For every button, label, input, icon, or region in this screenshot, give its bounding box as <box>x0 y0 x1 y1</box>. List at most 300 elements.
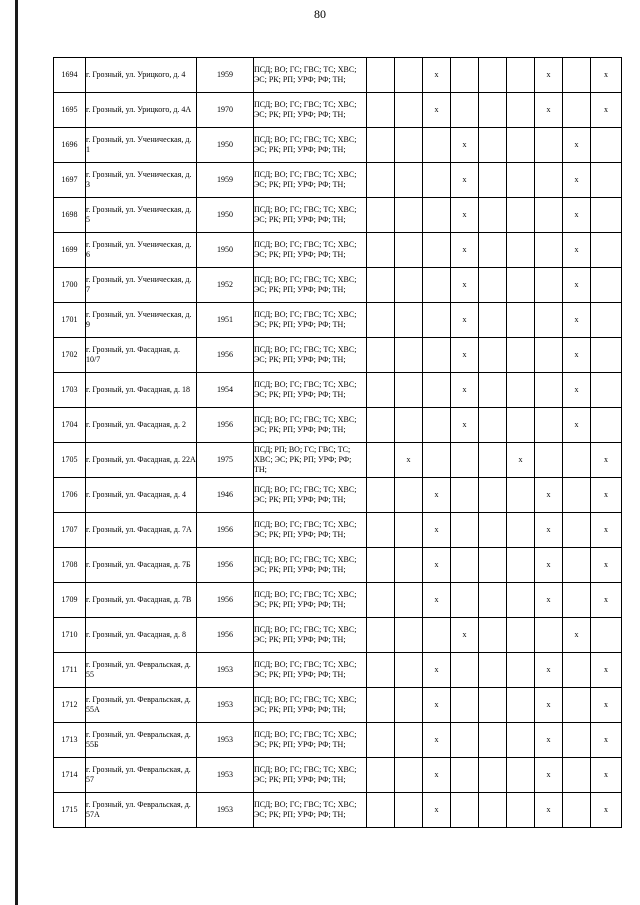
period-mark-cell <box>535 233 563 268</box>
period-mark-cell <box>479 653 507 688</box>
build-year-cell: 1954 <box>197 373 254 408</box>
period-mark-cell <box>423 618 451 653</box>
period-mark-cell <box>451 653 479 688</box>
table-row <box>54 793 622 828</box>
work-types-cell: ПСД; РП; ВО; ГС; ГВС; ТС; ХВС; ЭС; РК; РП; УРФ; РФ; ТН; <box>254 443 367 478</box>
table-row <box>54 443 622 478</box>
period-mark-cell: x <box>423 58 451 93</box>
address-cell: г. Грозный, ул. Ученическая, д. 3 <box>86 163 197 198</box>
period-mark-cell: x <box>451 163 479 198</box>
period-mark-cell <box>563 723 591 758</box>
period-mark-cell <box>423 268 451 303</box>
row-number-cell: 1700 <box>54 268 86 303</box>
period-mark-cell <box>535 443 563 478</box>
period-mark-cell <box>535 373 563 408</box>
period-mark-cell <box>395 233 423 268</box>
build-year-cell: 1975 <box>197 443 254 478</box>
row-number-cell: 1714 <box>54 758 86 793</box>
period-mark-cell <box>563 548 591 583</box>
period-mark-cell <box>563 513 591 548</box>
period-mark-cell: x <box>591 583 622 618</box>
period-mark-cell <box>479 198 507 233</box>
period-mark-cell: x <box>535 93 563 128</box>
build-year-cell: 1956 <box>197 618 254 653</box>
row-number-cell: 1712 <box>54 688 86 723</box>
period-mark-cell <box>367 163 395 198</box>
period-mark-cell <box>451 723 479 758</box>
period-mark-cell: x <box>591 478 622 513</box>
row-number-cell: 1702 <box>54 338 86 373</box>
period-mark-cell <box>395 478 423 513</box>
period-mark-cell <box>507 688 535 723</box>
period-mark-cell <box>451 793 479 828</box>
period-mark-cell: x <box>563 408 591 443</box>
period-mark-cell <box>563 58 591 93</box>
period-mark-cell <box>367 758 395 793</box>
period-mark-cell: x <box>451 233 479 268</box>
period-mark-cell <box>367 478 395 513</box>
address-cell: г. Грозный, ул. Фасадная, д. 7А <box>86 513 197 548</box>
build-year-cell: 1956 <box>197 513 254 548</box>
row-number-cell: 1709 <box>54 583 86 618</box>
row-number-cell: 1706 <box>54 478 86 513</box>
housing-registry-table <box>53 57 622 828</box>
period-mark-cell <box>479 268 507 303</box>
period-mark-cell <box>395 793 423 828</box>
row-number-cell: 1701 <box>54 303 86 338</box>
row-number-cell: 1696 <box>54 128 86 163</box>
period-mark-cell <box>451 583 479 618</box>
period-mark-cell <box>367 723 395 758</box>
period-mark-cell: x <box>423 478 451 513</box>
period-mark-cell <box>591 303 622 338</box>
table-body <box>54 58 622 828</box>
build-year-cell: 1970 <box>197 93 254 128</box>
address-cell: г. Грозный, ул. Фасадная, д. 7Б <box>86 548 197 583</box>
period-mark-cell <box>479 93 507 128</box>
table-row <box>54 618 622 653</box>
period-mark-cell <box>395 653 423 688</box>
row-number-cell: 1699 <box>54 233 86 268</box>
work-types-cell: ПСД; ВО; ГС; ГВС; ТС; ХВС; ЭС; РК; РП; УРФ; РФ; ТН; <box>254 723 367 758</box>
address-cell: г. Грозный, ул. Февральская, д. 55А <box>86 688 197 723</box>
period-mark-cell <box>423 373 451 408</box>
period-mark-cell <box>507 478 535 513</box>
period-mark-cell: x <box>423 653 451 688</box>
work-types-cell: ПСД; ВО; ГС; ГВС; ТС; ХВС; ЭС; РК; РП; УРФ; РФ; ТН; <box>254 303 367 338</box>
period-mark-cell <box>367 198 395 233</box>
period-mark-cell <box>479 338 507 373</box>
table-row <box>54 513 622 548</box>
period-mark-cell: x <box>591 793 622 828</box>
period-mark-cell <box>507 268 535 303</box>
period-mark-cell <box>367 58 395 93</box>
period-mark-cell: x <box>423 793 451 828</box>
work-types-cell: ПСД; ВО; ГС; ГВС; ТС; ХВС; ЭС; РК; РП; УРФ; РФ; ТН; <box>254 58 367 93</box>
period-mark-cell <box>395 128 423 163</box>
row-number-cell: 1715 <box>54 793 86 828</box>
table-row <box>54 653 622 688</box>
address-cell: г. Грозный, ул. Ученическая, д. 1 <box>86 128 197 163</box>
period-mark-cell: x <box>563 163 591 198</box>
build-year-cell: 1953 <box>197 723 254 758</box>
period-mark-cell: x <box>563 373 591 408</box>
period-mark-cell <box>395 198 423 233</box>
period-mark-cell <box>563 653 591 688</box>
period-mark-cell: x <box>591 723 622 758</box>
period-mark-cell <box>395 583 423 618</box>
period-mark-cell: x <box>451 128 479 163</box>
table-row <box>54 548 622 583</box>
period-mark-cell <box>367 93 395 128</box>
address-cell: г. Грозный, ул. Ученическая, д. 5 <box>86 198 197 233</box>
build-year-cell: 1952 <box>197 268 254 303</box>
period-mark-cell: x <box>451 338 479 373</box>
build-year-cell: 1959 <box>197 58 254 93</box>
period-mark-cell <box>479 233 507 268</box>
build-year-cell: 1959 <box>197 163 254 198</box>
build-year-cell: 1956 <box>197 408 254 443</box>
period-mark-cell <box>451 58 479 93</box>
period-mark-cell <box>479 373 507 408</box>
period-mark-cell <box>479 723 507 758</box>
period-mark-cell <box>507 793 535 828</box>
row-number-cell: 1705 <box>54 443 86 478</box>
table-row <box>54 93 622 128</box>
period-mark-cell <box>395 338 423 373</box>
period-mark-cell: x <box>423 513 451 548</box>
period-mark-cell: x <box>535 548 563 583</box>
period-mark-cell: x <box>535 688 563 723</box>
period-mark-cell <box>507 653 535 688</box>
work-types-cell: ПСД; ВО; ГС; ГВС; ТС; ХВС; ЭС; РК; РП; УРФ; РФ; ТН; <box>254 548 367 583</box>
period-mark-cell: x <box>535 723 563 758</box>
period-mark-cell: x <box>451 618 479 653</box>
period-mark-cell <box>451 443 479 478</box>
work-types-cell: ПСД; ВО; ГС; ГВС; ТС; ХВС; ЭС; РК; РП; УРФ; РФ; ТН; <box>254 373 367 408</box>
period-mark-cell <box>395 723 423 758</box>
period-mark-cell <box>479 163 507 198</box>
period-mark-cell: x <box>451 373 479 408</box>
period-mark-cell: x <box>591 653 622 688</box>
period-mark-cell: x <box>535 793 563 828</box>
period-mark-cell <box>535 618 563 653</box>
work-types-cell: ПСД; ВО; ГС; ГВС; ТС; ХВС; ЭС; РК; РП; УРФ; РФ; ТН; <box>254 338 367 373</box>
period-mark-cell <box>367 268 395 303</box>
period-mark-cell <box>507 233 535 268</box>
period-mark-cell <box>507 58 535 93</box>
period-mark-cell: x <box>535 58 563 93</box>
row-number-cell: 1694 <box>54 58 86 93</box>
period-mark-cell <box>591 408 622 443</box>
period-mark-cell <box>479 758 507 793</box>
period-mark-cell <box>535 338 563 373</box>
period-mark-cell: x <box>563 233 591 268</box>
build-year-cell: 1953 <box>197 688 254 723</box>
period-mark-cell: x <box>451 268 479 303</box>
address-cell: г. Грозный, ул. Февральская, д. 57 <box>86 758 197 793</box>
period-mark-cell <box>507 373 535 408</box>
table-row <box>54 373 622 408</box>
period-mark-cell <box>451 513 479 548</box>
build-year-cell: 1956 <box>197 338 254 373</box>
build-year-cell: 1953 <box>197 793 254 828</box>
build-year-cell: 1946 <box>197 478 254 513</box>
address-cell: г. Грозный, ул. Ученическая, д. 9 <box>86 303 197 338</box>
work-types-cell: ПСД; ВО; ГС; ГВС; ТС; ХВС; ЭС; РК; РП; УРФ; РФ; ТН; <box>254 128 367 163</box>
period-mark-cell: x <box>423 688 451 723</box>
period-mark-cell <box>591 268 622 303</box>
period-mark-cell <box>367 408 395 443</box>
period-mark-cell <box>367 548 395 583</box>
row-number-cell: 1708 <box>54 548 86 583</box>
period-mark-cell <box>451 688 479 723</box>
table-row <box>54 688 622 723</box>
period-mark-cell: x <box>507 443 535 478</box>
build-year-cell: 1950 <box>197 128 254 163</box>
address-cell: г. Грозный, ул. Февральская, д. 55 <box>86 653 197 688</box>
period-mark-cell <box>563 688 591 723</box>
table-row <box>54 163 622 198</box>
period-mark-cell <box>479 688 507 723</box>
period-mark-cell <box>367 128 395 163</box>
period-mark-cell <box>507 198 535 233</box>
period-mark-cell <box>395 58 423 93</box>
period-mark-cell: x <box>423 583 451 618</box>
build-year-cell: 1953 <box>197 653 254 688</box>
period-mark-cell <box>535 198 563 233</box>
work-types-cell: ПСД; ВО; ГС; ГВС; ТС; ХВС; ЭС; РК; РП; УРФ; РФ; ТН; <box>254 268 367 303</box>
period-mark-cell <box>507 338 535 373</box>
work-types-cell: ПСД; ВО; ГС; ГВС; ТС; ХВС; ЭС; РК; РП; УРФ; РФ; ТН; <box>254 233 367 268</box>
period-mark-cell <box>507 303 535 338</box>
row-number-cell: 1704 <box>54 408 86 443</box>
period-mark-cell <box>395 548 423 583</box>
period-mark-cell <box>507 583 535 618</box>
period-mark-cell: x <box>535 513 563 548</box>
period-mark-cell: x <box>563 198 591 233</box>
period-mark-cell <box>563 793 591 828</box>
period-mark-cell <box>423 128 451 163</box>
period-mark-cell: x <box>563 268 591 303</box>
row-number-cell: 1695 <box>54 93 86 128</box>
address-cell: г. Грозный, ул. Фасадная, д. 4 <box>86 478 197 513</box>
build-year-cell: 1956 <box>197 548 254 583</box>
period-mark-cell: x <box>535 583 563 618</box>
period-mark-cell <box>367 618 395 653</box>
period-mark-cell <box>479 793 507 828</box>
period-mark-cell <box>395 93 423 128</box>
work-types-cell: ПСД; ВО; ГС; ГВС; ТС; ХВС; ЭС; РК; РП; УРФ; РФ; ТН; <box>254 758 367 793</box>
address-cell: г. Грозный, ул. Урицкого, д. 4А <box>86 93 197 128</box>
period-mark-cell: x <box>535 758 563 793</box>
work-types-cell: ПСД; ВО; ГС; ГВС; ТС; ХВС; ЭС; РК; РП; УРФ; РФ; ТН; <box>254 513 367 548</box>
period-mark-cell <box>367 233 395 268</box>
work-types-cell: ПСД; ВО; ГС; ГВС; ТС; ХВС; ЭС; РК; РП; УРФ; РФ; ТН; <box>254 688 367 723</box>
period-mark-cell <box>451 478 479 513</box>
address-cell: г. Грозный, ул. Урицкого, д. 4 <box>86 58 197 93</box>
build-year-cell: 1956 <box>197 583 254 618</box>
period-mark-cell: x <box>535 478 563 513</box>
work-types-cell: ПСД; ВО; ГС; ГВС; ТС; ХВС; ЭС; РК; РП; УРФ; РФ; ТН; <box>254 163 367 198</box>
table-row <box>54 338 622 373</box>
period-mark-cell <box>367 338 395 373</box>
address-cell: г. Грозный, ул. Фасадная, д. 7В <box>86 583 197 618</box>
period-mark-cell <box>591 128 622 163</box>
period-mark-cell <box>563 93 591 128</box>
period-mark-cell <box>451 93 479 128</box>
address-cell: г. Грозный, ул. Фасадная, д. 18 <box>86 373 197 408</box>
period-mark-cell <box>367 373 395 408</box>
period-mark-cell <box>479 58 507 93</box>
period-mark-cell <box>563 443 591 478</box>
period-mark-cell <box>479 408 507 443</box>
period-mark-cell <box>507 758 535 793</box>
period-mark-cell: x <box>591 58 622 93</box>
period-mark-cell <box>423 408 451 443</box>
table-row <box>54 128 622 163</box>
period-mark-cell <box>535 268 563 303</box>
table-row <box>54 233 622 268</box>
build-year-cell: 1950 <box>197 198 254 233</box>
period-mark-cell <box>367 443 395 478</box>
period-mark-cell <box>479 303 507 338</box>
table-row <box>54 723 622 758</box>
address-cell: г. Грозный, ул. Фасадная, д. 10/7 <box>86 338 197 373</box>
address-cell: г. Грозный, ул. Февральская, д. 57А <box>86 793 197 828</box>
period-mark-cell <box>395 303 423 338</box>
row-number-cell: 1697 <box>54 163 86 198</box>
period-mark-cell <box>479 513 507 548</box>
work-types-cell: ПСД; ВО; ГС; ГВС; ТС; ХВС; ЭС; РК; РП; УРФ; РФ; ТН; <box>254 793 367 828</box>
period-mark-cell: x <box>591 758 622 793</box>
period-mark-cell <box>367 793 395 828</box>
period-mark-cell <box>591 373 622 408</box>
period-mark-cell: x <box>451 303 479 338</box>
table-row <box>54 478 622 513</box>
table-row <box>54 303 622 338</box>
period-mark-cell: x <box>591 93 622 128</box>
period-mark-cell: x <box>563 128 591 163</box>
table-row <box>54 758 622 793</box>
period-mark-cell: x <box>395 443 423 478</box>
period-mark-cell <box>395 163 423 198</box>
address-cell: г. Грозный, ул. Фасадная, д. 8 <box>86 618 197 653</box>
period-mark-cell <box>423 163 451 198</box>
period-mark-cell: x <box>423 758 451 793</box>
row-number-cell: 1713 <box>54 723 86 758</box>
work-types-cell: ПСД; ВО; ГС; ГВС; ТС; ХВС; ЭС; РК; РП; УРФ; РФ; ТН; <box>254 93 367 128</box>
period-mark-cell: x <box>451 198 479 233</box>
build-year-cell: 1953 <box>197 758 254 793</box>
period-mark-cell <box>423 198 451 233</box>
period-mark-cell <box>479 618 507 653</box>
period-mark-cell <box>535 128 563 163</box>
period-mark-cell <box>395 513 423 548</box>
period-mark-cell <box>395 758 423 793</box>
address-cell: г. Грозный, ул. Фасадная, д. 2 <box>86 408 197 443</box>
period-mark-cell <box>367 583 395 618</box>
period-mark-cell <box>395 373 423 408</box>
period-mark-cell: x <box>423 548 451 583</box>
period-mark-cell: x <box>563 338 591 373</box>
period-mark-cell <box>507 93 535 128</box>
period-mark-cell <box>423 338 451 373</box>
table-row <box>54 198 622 233</box>
period-mark-cell <box>423 443 451 478</box>
work-types-cell: ПСД; ВО; ГС; ГВС; ТС; ХВС; ЭС; РК; РП; УРФ; РФ; ТН; <box>254 583 367 618</box>
period-mark-cell <box>507 548 535 583</box>
address-cell: г. Грозный, ул. Фасадная, д. 22А <box>86 443 197 478</box>
period-mark-cell <box>395 408 423 443</box>
work-types-cell: ПСД; ВО; ГС; ГВС; ТС; ХВС; ЭС; РК; РП; УРФ; РФ; ТН; <box>254 198 367 233</box>
address-cell: г. Грозный, ул. Февральская, д. 55Б <box>86 723 197 758</box>
period-mark-cell <box>395 688 423 723</box>
period-mark-cell <box>479 548 507 583</box>
period-mark-cell <box>451 758 479 793</box>
page-number: 80 <box>314 7 326 21</box>
period-mark-cell <box>563 583 591 618</box>
period-mark-cell <box>423 233 451 268</box>
period-mark-cell: x <box>563 303 591 338</box>
period-mark-cell: x <box>423 93 451 128</box>
period-mark-cell <box>367 688 395 723</box>
period-mark-cell <box>563 758 591 793</box>
period-mark-cell: x <box>591 513 622 548</box>
period-mark-cell <box>591 618 622 653</box>
address-cell: г. Грозный, ул. Ученическая, д. 7 <box>86 268 197 303</box>
period-mark-cell <box>535 408 563 443</box>
row-number-cell: 1698 <box>54 198 86 233</box>
work-types-cell: ПСД; ВО; ГС; ГВС; ТС; ХВС; ЭС; РК; РП; УРФ; РФ; ТН; <box>254 618 367 653</box>
period-mark-cell: x <box>423 723 451 758</box>
period-mark-cell: x <box>535 653 563 688</box>
build-year-cell: 1950 <box>197 233 254 268</box>
period-mark-cell <box>591 233 622 268</box>
work-types-cell: ПСД; ВО; ГС; ГВС; ТС; ХВС; ЭС; РК; РП; УРФ; РФ; ТН; <box>254 408 367 443</box>
work-types-cell: ПСД; ВО; ГС; ГВС; ТС; ХВС; ЭС; РК; РП; УРФ; РФ; ТН; <box>254 478 367 513</box>
period-mark-cell: x <box>451 408 479 443</box>
work-types-cell: ПСД; ВО; ГС; ГВС; ТС; ХВС; ЭС; РК; РП; УРФ; РФ; ТН; <box>254 653 367 688</box>
period-mark-cell <box>591 338 622 373</box>
table-row <box>54 583 622 618</box>
period-mark-cell: x <box>563 618 591 653</box>
period-mark-cell <box>479 128 507 163</box>
address-cell: г. Грозный, ул. Ученическая, д. 6 <box>86 233 197 268</box>
period-mark-cell <box>367 653 395 688</box>
period-mark-cell <box>395 268 423 303</box>
row-number-cell: 1711 <box>54 653 86 688</box>
period-mark-cell <box>563 478 591 513</box>
row-number-cell: 1710 <box>54 618 86 653</box>
period-mark-cell <box>507 163 535 198</box>
period-mark-cell <box>479 583 507 618</box>
period-mark-cell <box>507 128 535 163</box>
period-mark-cell <box>507 513 535 548</box>
period-mark-cell <box>507 408 535 443</box>
period-mark-cell <box>591 163 622 198</box>
period-mark-cell <box>451 548 479 583</box>
period-mark-cell <box>591 198 622 233</box>
period-mark-cell <box>535 163 563 198</box>
period-mark-cell <box>507 618 535 653</box>
row-number-cell: 1703 <box>54 373 86 408</box>
period-mark-cell <box>479 443 507 478</box>
period-mark-cell <box>507 723 535 758</box>
table-row <box>54 58 622 93</box>
period-mark-cell <box>423 303 451 338</box>
period-mark-cell <box>395 618 423 653</box>
